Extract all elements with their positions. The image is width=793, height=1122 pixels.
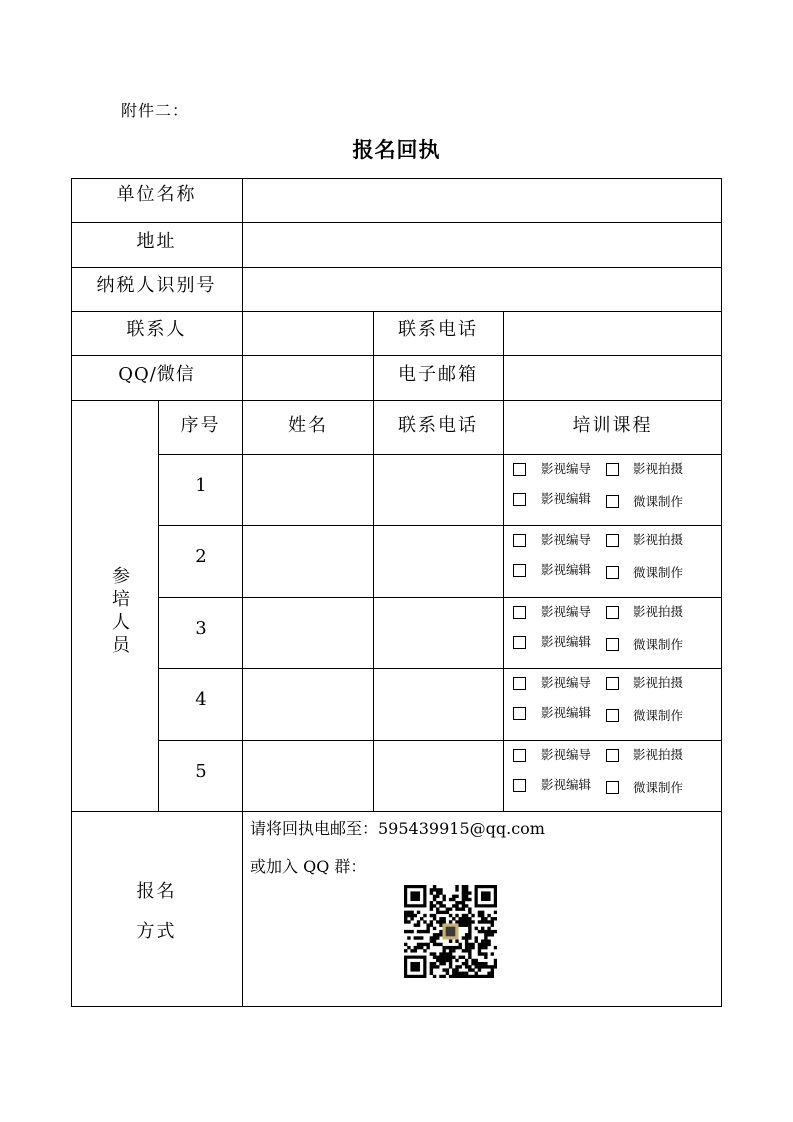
divider [71,400,722,401]
option-micro-course-checkbox[interactable] [606,566,619,579]
option-film-directing-checkbox[interactable] [513,677,526,690]
registration-form [71,178,722,1007]
participants-section-char: 培 [112,589,130,610]
participant-name-field[interactable] [243,669,373,739]
email-field[interactable] [504,356,721,400]
option-micro-course-label: 微课制作 [633,637,684,652]
registration-method-line2: 方式 [136,921,177,942]
attachment-label: 附件二： [121,101,190,120]
contact-field[interactable] [243,312,373,355]
tax-id-label: 纳税人识别号 [96,275,217,296]
participant-phone-field[interactable] [374,669,503,739]
participants-section-char: 参 [112,566,130,587]
tax-id-field[interactable] [243,268,721,311]
option-film-editing-checkbox[interactable] [513,564,526,577]
qq-group-instruction: 或加入 QQ 群： [250,857,367,876]
option-film-shooting-checkbox[interactable] [606,606,619,619]
contact-label: 联系人 [126,319,187,340]
option-film-directing-label: 影视编导 [541,604,592,619]
participants-section-char: 人 [112,612,130,633]
participant-phone-field[interactable] [374,598,503,668]
option-film-directing-checkbox[interactable] [513,749,526,762]
option-film-shooting-checkbox[interactable] [606,749,619,762]
column-header-name: 姓名 [288,415,328,436]
page-title: 报名回执 [352,138,441,162]
option-film-directing-checkbox[interactable] [513,463,526,476]
row-index: 3 [195,618,207,639]
option-film-editing-label: 影视编辑 [541,705,592,720]
participant-phone-field[interactable] [374,526,503,596]
participant-phone-field[interactable] [374,741,503,811]
qq-wechat-field[interactable] [243,356,373,400]
column-divider [158,400,159,811]
option-film-directing-label: 影视编导 [541,461,592,476]
row-index: 2 [195,546,207,567]
option-film-editing-checkbox[interactable] [513,636,526,649]
option-micro-course-label: 微课制作 [633,780,684,795]
option-micro-course-checkbox[interactable] [606,781,619,794]
option-film-editing-label: 影视编辑 [541,491,592,506]
option-film-editing-label: 影视编辑 [541,777,592,792]
participant-name-field[interactable] [243,598,373,668]
option-film-editing-checkbox[interactable] [513,779,526,792]
unit-name-field[interactable] [243,179,721,222]
option-film-shooting-label: 影视拍摄 [633,675,684,690]
option-film-shooting-checkbox[interactable] [606,534,619,547]
registration-method-label [71,872,242,952]
option-film-shooting-checkbox[interactable] [606,677,619,690]
option-micro-course-checkbox[interactable] [606,709,619,722]
option-micro-course-label: 微课制作 [633,708,684,723]
column-header-phone: 联系电话 [398,415,478,436]
option-film-editing-checkbox[interactable] [513,493,526,506]
option-film-shooting-checkbox[interactable] [606,463,619,476]
option-film-shooting-label: 影视拍摄 [633,747,684,762]
address-label: 地址 [136,231,177,252]
participant-name-field[interactable] [243,526,373,596]
border-right [721,178,722,1007]
qr-code-image [404,885,497,978]
option-film-directing-label: 影视编导 [541,675,592,690]
participants-section-char: 员 [112,635,130,656]
option-micro-course-checkbox[interactable] [606,495,619,508]
option-film-shooting-label: 影视拍摄 [633,461,684,476]
option-film-directing-label: 影视编导 [541,747,592,762]
option-film-directing-label: 影视编导 [541,532,592,547]
qq-wechat-label: QQ/微信 [118,364,195,385]
option-micro-course-label: 微课制作 [633,565,684,580]
participants-section-label [109,565,133,657]
participant-phone-field[interactable] [374,455,503,525]
contact-phone-field[interactable] [504,312,721,355]
row-index: 4 [195,689,207,710]
row-index: 5 [195,761,207,782]
contact-phone-label: 联系电话 [398,319,478,340]
row-index: 1 [195,475,207,496]
address-field[interactable] [243,223,721,267]
option-film-shooting-label: 影视拍摄 [633,604,684,619]
option-micro-course-label: 微课制作 [633,494,684,509]
option-micro-course-checkbox[interactable] [606,638,619,651]
registration-method-line1: 报名 [136,881,177,902]
email-label: 电子邮箱 [398,364,478,385]
participants-section-label-text [109,565,133,657]
column-header-course: 培训课程 [572,415,653,436]
participant-name-field[interactable] [243,455,373,525]
divider [71,811,722,812]
option-film-shooting-label: 影视拍摄 [633,532,684,547]
participant-name-field[interactable] [243,741,373,811]
option-film-editing-label: 影视编辑 [541,562,592,577]
unit-name-label: 单位名称 [116,184,197,205]
column-header-index: 序号 [180,415,221,436]
option-film-directing-checkbox[interactable] [513,534,526,547]
option-film-editing-checkbox[interactable] [513,707,526,720]
option-film-directing-checkbox[interactable] [513,606,526,619]
email-instruction: 请将回执电邮至：595439915@qq.com [250,819,545,838]
option-film-editing-label: 影视编辑 [541,634,592,649]
border-bottom [71,1006,722,1007]
